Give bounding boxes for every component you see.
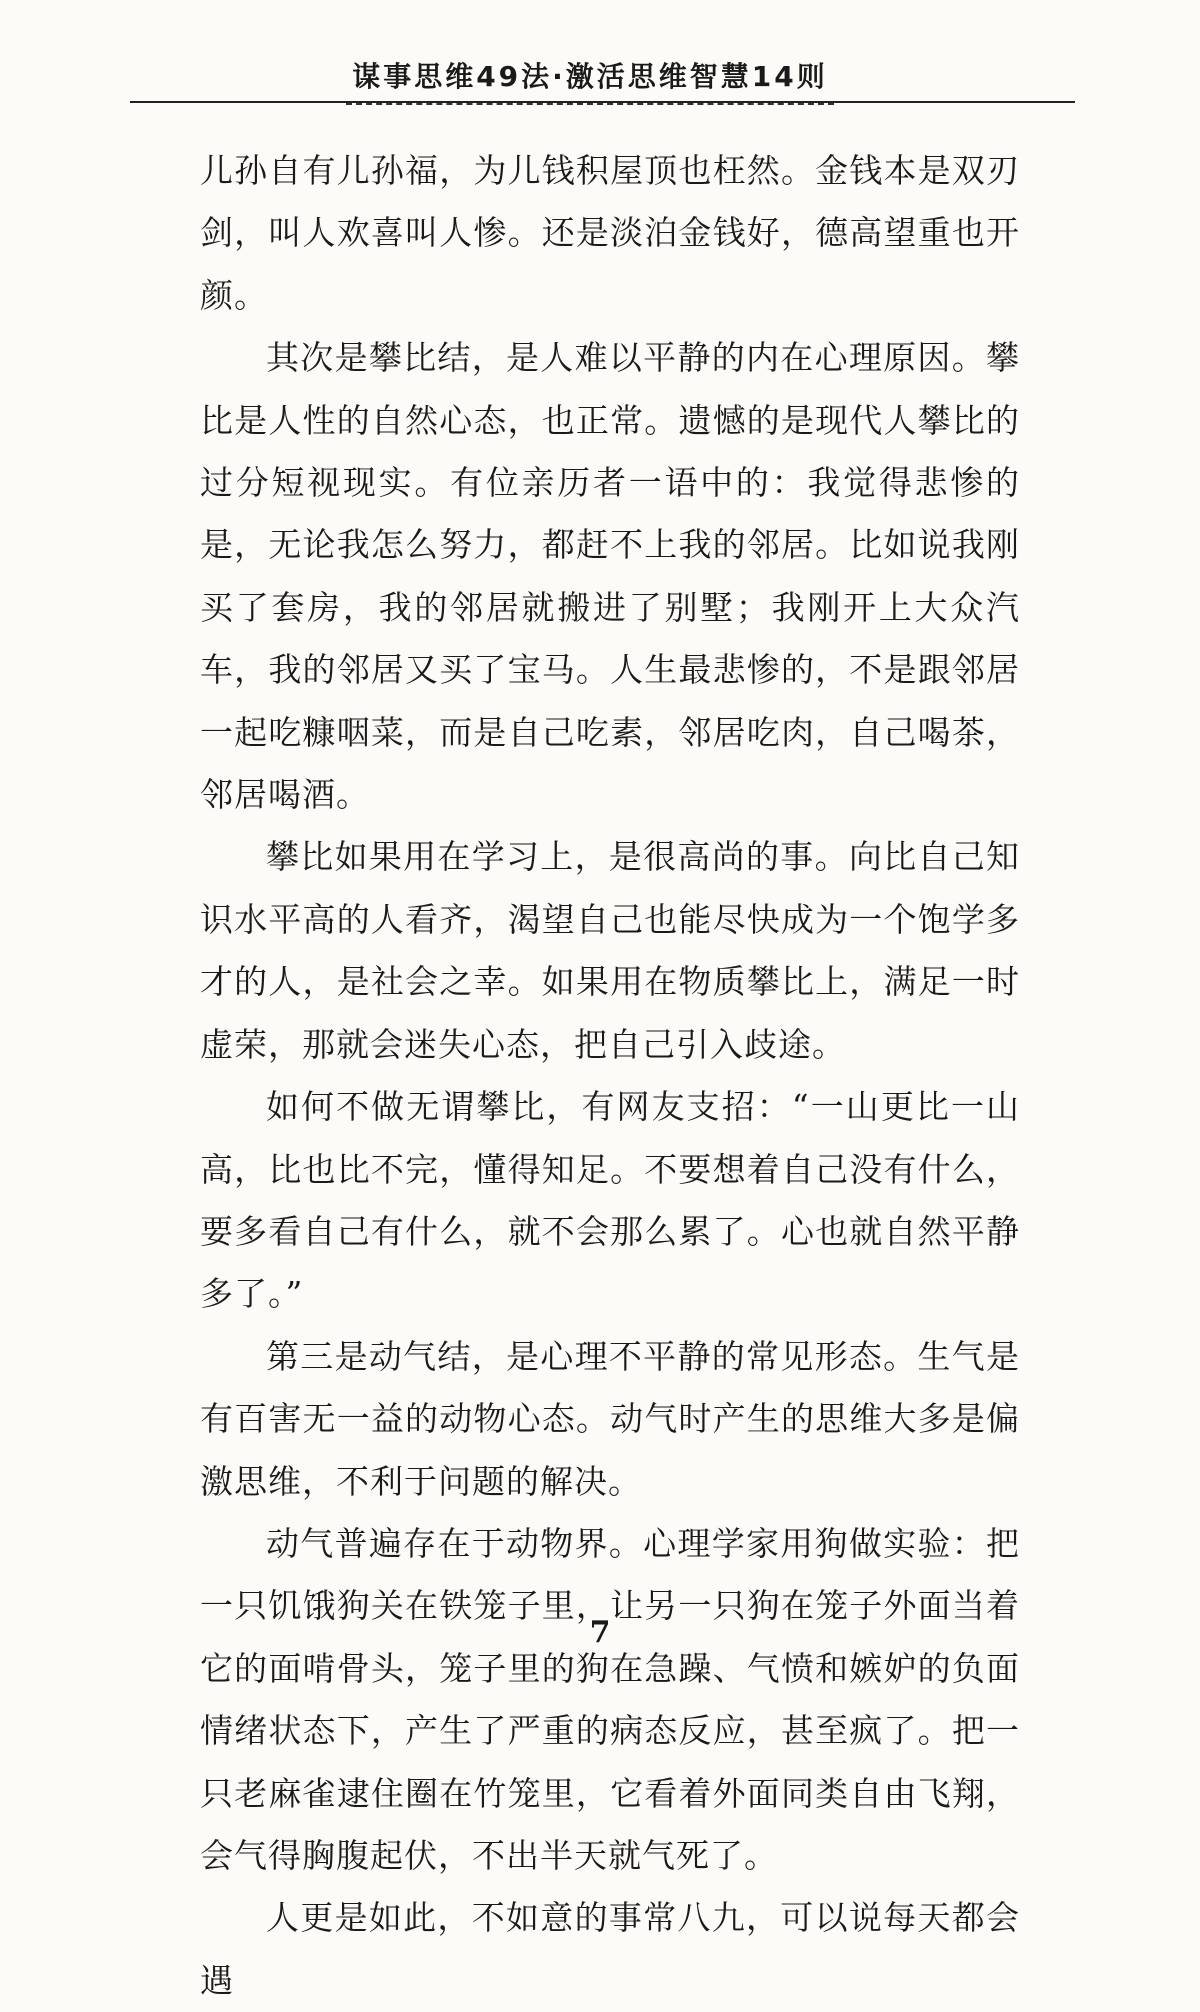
header-title: 谋事思维49法·激活思维智慧14则 <box>346 55 834 105</box>
paragraph: 儿孙自有儿孙福，为儿钱积屋顶也枉然。金钱本是双刃剑，叫人欢喜叫人惨。还是淡泊金钱好，德高望重也开颜。 <box>200 151 1020 315</box>
paragraph: 动气普遍存在于动物界。心理学家用狗做实验：把一只饥饿狗关在铁笼子里，让另一只狗在笼子外面当着它的面啃骨头，笼子里的狗在急躁、气愤和嫉妒的负面情绪状态下，产生了严重的病态反应，甚至疯了。把一只老麻雀逮住圈在竹笼里，它看着外面同类自由飞翔，会气得胸腹起伏，不出半天就气死了。 <box>200 1523 1020 1875</box>
body-text <box>200 140 1020 2012</box>
running-header <box>100 55 1080 105</box>
paragraph: 如何不做无谓攀比，有网友支招：“一山更比一山高，比也比不完，懂得知足。不要想着自己没有什么，要多看自己有什么，就不会那么累了。心也就自然平静多了。” <box>200 1087 1020 1314</box>
header-rule <box>130 101 1075 103</box>
paragraph: 攀比如果用在学习上，是很高尚的事。向比自己知识水平高的人看齐，渴望自己也能尽快成为一个饱学多才的人，是社会之幸。如果用在物质攀比上，满足一时虚荣，那就会迷失心态，把自己引入歧途。 <box>200 837 1020 1064</box>
page-number: 7 <box>589 1615 611 1650</box>
paragraph: 人更是如此，不如意的事常八九，可以说每天都会遇 <box>200 1898 1020 2000</box>
paragraph: 其次是攀比结，是人难以平静的内在心理原因。攀比是人性的自然心态，也正常。遗憾的是现代人攀比的过分短视现实。有位亲历者一语中的：我觉得悲惨的是，无论我怎么努力，都赶不上我的邻居。比如说我刚买了套房，我的邻居就搬进了别墅；我刚开上大众汽车，我的邻居又买了宝马。人生最悲惨的，不是跟邻居一起吃糠咽菜，而是自己吃素，邻居吃肉，自己喝茶，邻居喝酒。 <box>200 338 1020 815</box>
paragraph: 第三是动气结，是心理不平静的常见形态。生气是有百害无一益的动物心态。动气时产生的思维大多是偏激思维，不利于问题的解决。 <box>200 1336 1020 1501</box>
